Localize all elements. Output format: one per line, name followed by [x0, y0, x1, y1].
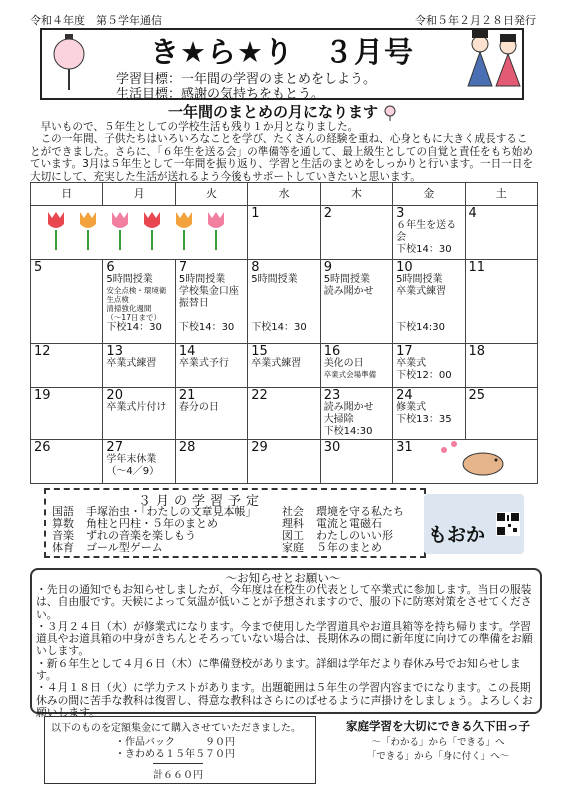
- issue-date: 令和５年２月２８日発行: [415, 14, 536, 27]
- life-goal: 生活目標：感謝の気持ちをもとう。: [116, 87, 325, 102]
- calendar-cell: 15 卒業式練習: [248, 344, 320, 388]
- calendar-cell: 2: [320, 206, 392, 260]
- tulip-icon: [112, 212, 128, 250]
- plan-title: ３月の学習予定: [138, 494, 265, 509]
- day-header: 火: [175, 183, 247, 206]
- mascot-logo: もおか: [424, 494, 524, 554]
- calendar-cell: 8 5時間授業 下校14：30: [248, 260, 320, 344]
- calendar-cell: 7 5時間授業 学校集金口座振替日 下校14：30: [175, 260, 247, 344]
- notice-item: ・先日の通知でもお知らせしましたが、今年度は在校生の代表として卒業式に参加します。当日の服装は、自由服です。天候によって気温が低いことが予想されますので、服の下に防寒対策をさせてください。: [36, 583, 532, 621]
- day-header: 月: [103, 183, 175, 206]
- calendar-cell: 13 卒業式練習: [103, 344, 175, 388]
- calendar-cell: 31: [393, 440, 538, 484]
- calendar-cell: 28: [175, 440, 247, 484]
- day-header: 木: [320, 183, 392, 206]
- fund-item: ・作品バック ９０円: [115, 737, 235, 748]
- calendar-cell: 6 5時間授業 安全点検・環境衛生点検 清掃強化週間 （〜17日まで） 下校14：30: [103, 260, 175, 344]
- notice-item: ・４月１８日（火）に学力テストがあります。出題範囲は５年生の学習内容までになります。この長期休みの間に苦手な教科は復習し、得意な教科はさらにのばせるように声掛けをしましょう。よろしくお願いします。: [36, 681, 533, 719]
- notice-title: 〜お知らせとお願い〜: [225, 571, 341, 585]
- intro-text: [30, 121, 538, 183]
- calendar-cell: 18: [465, 344, 537, 388]
- calendar-cell: 9 5時間授業 読み聞かせ: [320, 260, 392, 344]
- tulips-illustration: [38, 208, 238, 252]
- qr-code-icon: [496, 512, 520, 536]
- calendar-cell: 29: [248, 440, 320, 484]
- notice-item: ・新６年生として４月６日（木）に準備登校があります。詳細は学年だより春休み号でお知らせします。: [36, 656, 521, 683]
- issue-label: 令和４年度 第５学年通信: [30, 14, 162, 27]
- calendar-cell: 11: [465, 260, 537, 344]
- tulip-icon: [208, 212, 224, 250]
- slogan: 家庭学習を大切にできる久下田っ子 〜「わかる」から「できる」へ 「できる」から「身に付く」へ〜: [346, 719, 530, 762]
- calendar-cell: 30: [320, 440, 392, 484]
- hina-dolls-icon: [466, 30, 522, 88]
- calendar-cell: 17 卒業式 下校12：00: [393, 344, 465, 388]
- lantern-icon: [48, 34, 90, 90]
- calendar-cell: 25: [465, 388, 537, 440]
- calendar-cell: 22: [248, 388, 320, 440]
- fund-box: 以下のものを定額集金にて購入させていただきました。 ・作品バック ９０円 ・きわめる１５年 ５７０円 計６６０円: [44, 716, 316, 784]
- fund-item: ・きわめる１５年 ５７０円: [115, 749, 235, 760]
- lantern-small-icon: [383, 105, 397, 121]
- tulip-icon: [144, 212, 160, 250]
- day-header: 金: [393, 183, 465, 206]
- calendar-cell: 5: [31, 260, 103, 344]
- tulip-icon: [80, 212, 96, 250]
- calendar-cell: 10 5時間授業 卒業式練習 下校14:30: [393, 260, 465, 344]
- intro-paragraph: 早いもので、５年生としての学校生活も残り１か月となりました。: [40, 121, 359, 133]
- calendar-cell: 1: [248, 206, 320, 260]
- calendar-cell: 24 修業式 下校13：35: [393, 388, 465, 440]
- calendar-cell: 16 美化の日 卒業式会場準備: [320, 344, 392, 388]
- calendar-cell: 14 卒業式予行: [175, 344, 247, 388]
- day-header: 水: [248, 183, 320, 206]
- notice-list: [36, 584, 534, 719]
- calendar-cell: 20 卒業式片付け: [103, 388, 175, 440]
- intro-paragraph: この一年間、子供たちはいろいろなことを学び、たくさんの経験を重ね、心身ともに大きく成長することができました。さらに、「６年生を送る会」の準備等を通して、最上級生としての自覚と責任をもち始めています。3月は５年生として一年間を振り返り、学習と生活のまとめをしっかりと行います。一日一日を大切にして、充実した生活が送れるよう今後もサポートしていきたいと思います。: [30, 133, 533, 183]
- calendar-cell: 19: [31, 388, 103, 440]
- calendar-cell: 4: [465, 206, 537, 260]
- calendar-cell: 12: [31, 344, 103, 388]
- bird-icon: [438, 438, 508, 478]
- day-header: 日: [31, 183, 103, 206]
- calendar-cell: 3 ６年生を送る会 下校14：30: [393, 206, 465, 260]
- calendar-cell: 27 学年末休業 （〜4／9）: [103, 440, 175, 484]
- tulip-icon: [176, 212, 192, 250]
- calendar-cell: 23 読み聞かせ 大掃除 下校14:30: [320, 388, 392, 440]
- plan-table: [52, 506, 418, 554]
- learning-goal: 学習目標：一年間の学習のまとめをしよう。: [116, 72, 377, 87]
- notice-item: ・３月２４日（木）が修業式になります。今まで使用した学習道具やお道具箱等を持ち帰ります。学習道具やお道具箱の中身がきちんとそろっていない場合は、長期休みの間に新年度に向けての準備をお願いします。: [36, 619, 533, 658]
- plan-row: 体育 ゴール型ゲーム 家庭 ５年のまとめ: [52, 541, 382, 554]
- plan-row: 音楽 ずれの音楽を楽しもう 図工 わたしのいい形: [52, 529, 393, 542]
- calendar-cell: 26: [31, 440, 103, 484]
- fund-total: 計６６０円: [153, 763, 203, 781]
- calendar-cell: 21 春分の日: [175, 388, 247, 440]
- day-header: 土: [465, 183, 537, 206]
- page-title: き★ら★り ３月号: [150, 35, 414, 69]
- plan-row: 算数 角柱と円柱・５年のまとめ 理科 電流と電磁石: [52, 517, 382, 530]
- intro-heading: 一年間のまとめの月になります: [168, 101, 397, 122]
- tulip-icon: [48, 212, 64, 250]
- plan-row: 国語 手塚治虫・「わたしの文章見本帳」 社会 環境を守る私たち: [52, 505, 404, 518]
